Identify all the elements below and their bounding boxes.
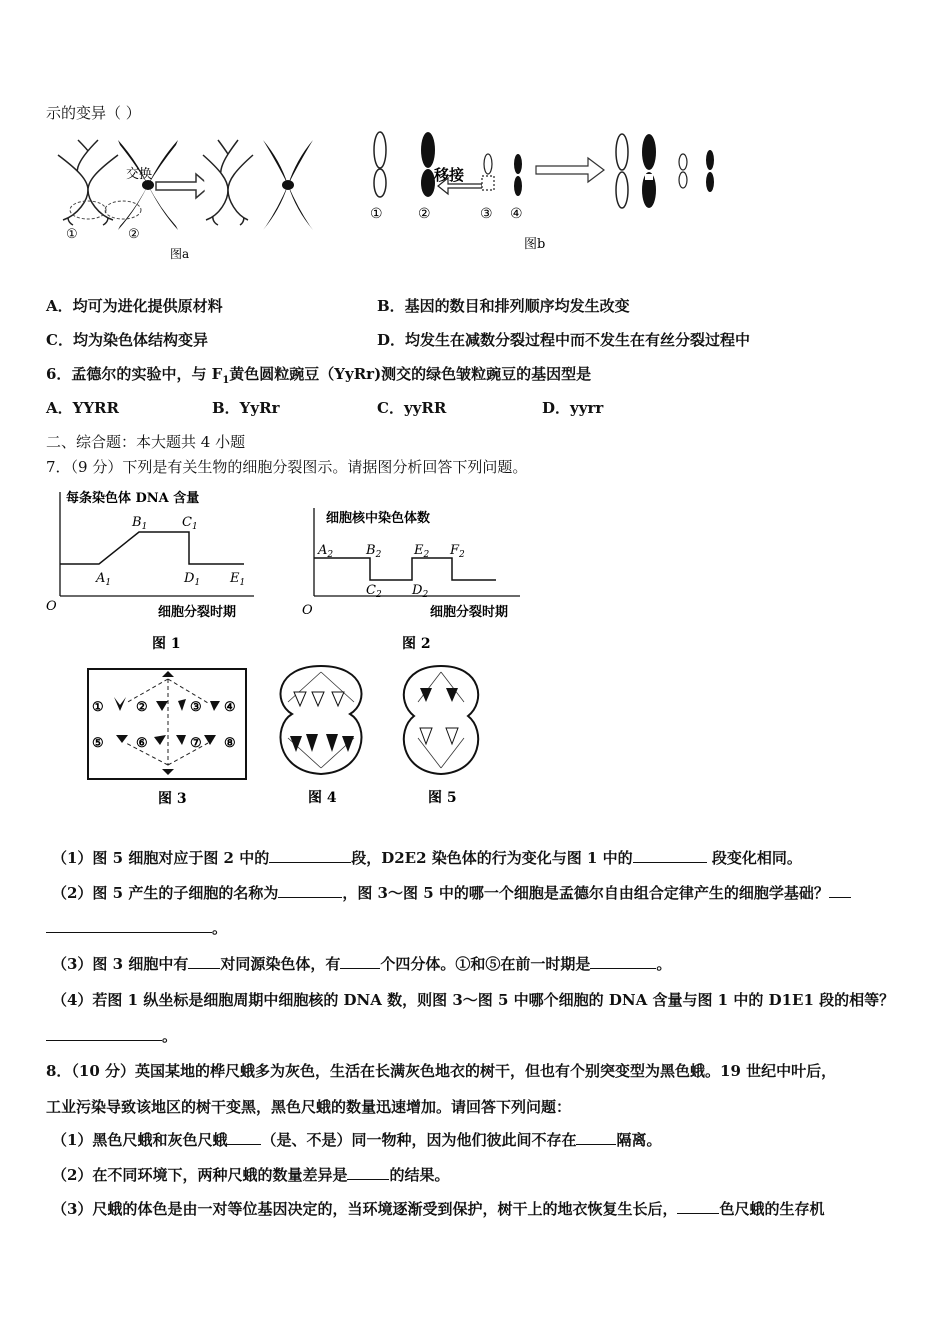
q7-sub-4: （4）若图 1 纵坐标是细胞周期中细胞核的 DNA 数，则图 3～图 5 中哪个细胞的 DNA 含量与图 1 中的 D1E1 段的相等？ <box>52 991 895 1009</box>
q7-sub-2: （2）图 5 产生的子细胞的名称为 ，图 3～图 5 中的哪一个细胞是孟德尔自由组合定律产生的细胞学基础？ <box>52 883 851 903</box>
q7-sub-3: （3）图 3 细胞中有 对同源染色体，有 个四分体。①和⑤在前一时期是 。 <box>52 955 672 973</box>
move-label: 移接 <box>434 166 465 184</box>
fig2-ylabel: 细胞核中染色体数 <box>326 511 431 526</box>
figure-a <box>48 130 328 270</box>
figure-4-cell <box>266 662 376 812</box>
fig2-curve <box>314 558 496 580</box>
svg-text:②: ② <box>136 700 148 715</box>
q6-option-a: A．YYRR <box>46 399 119 417</box>
fig3-caption: 图 3 <box>158 791 187 807</box>
result-chromosome-4 <box>706 150 714 192</box>
svg-text:②: ② <box>128 227 140 242</box>
result-chromosome-1 <box>616 134 628 208</box>
blank[interactable] <box>227 1130 261 1145</box>
figure-b-caption: 图b <box>524 237 546 252</box>
figure-a-caption: 图a <box>170 247 190 261</box>
arrow-right-icon <box>536 158 604 182</box>
blank[interactable] <box>46 1026 162 1041</box>
blank[interactable] <box>590 954 656 969</box>
chromosome-1 <box>374 132 386 197</box>
fig5-caption: 图 5 <box>428 790 457 806</box>
q7-sub-4-cont: 。 <box>46 1026 177 1046</box>
svg-text:①: ① <box>92 700 104 715</box>
svg-text:O: O <box>46 599 57 614</box>
blank[interactable] <box>576 1130 616 1145</box>
section-2-heading: 二、综合题：本大题共 4 小题 <box>46 433 246 451</box>
svg-text:⑧: ⑧ <box>224 736 236 751</box>
result-chromosome-2 <box>263 140 313 230</box>
svg-text:A2: $A_2$ <box>318 543 334 560</box>
figure-1-graph <box>44 484 274 654</box>
blank[interactable] <box>269 848 351 863</box>
blank[interactable] <box>278 883 342 898</box>
svg-text:⑤: ⑤ <box>92 736 104 751</box>
result-chromosome-3 <box>679 154 687 188</box>
q6-stem: 6．孟德尔的实验中，与 $F_1$黄色圆粒豌豆（YyRr)测交的绿色皱粒豌豆的基因型是 <box>46 365 592 386</box>
svg-text:A1: $A_1$ <box>96 571 112 588</box>
figure-3-cell <box>86 665 256 810</box>
arrow-icon <box>156 174 210 198</box>
fig2-xlabel: 细胞分裂时期 <box>430 605 509 620</box>
svg-text:③: ③ <box>480 206 493 222</box>
svg-text:①: ① <box>66 227 78 242</box>
chromosome-pair-1 <box>58 140 118 225</box>
fig4-caption: 图 4 <box>308 790 337 806</box>
q5-option-d: D．均发生在减数分裂过程中而不发生在有丝分裂过程中 <box>377 331 751 349</box>
fig1-caption: 图 1 <box>152 636 181 652</box>
swap-label: 交换 <box>126 167 153 182</box>
svg-text:B1: $B_1$ <box>132 515 148 532</box>
svg-text:E1: $E_1$ <box>230 571 246 588</box>
figure-b <box>360 128 730 258</box>
figure-5-cell <box>386 662 496 812</box>
chromosome-4 <box>514 154 522 196</box>
svg-text:C2: $C_2$ <box>366 583 382 600</box>
svg-text:D2: $D_2$ <box>412 583 429 600</box>
svg-text:①: ① <box>370 206 383 222</box>
q8-stem-2: 工业污染导致该地区的树干变黑，黑色尺蛾的数量迅速增加。请回答下列问题： <box>46 1098 572 1116</box>
svg-text:⑥: ⑥ <box>136 736 148 751</box>
chromosome-3 <box>482 154 494 190</box>
svg-text:④: ④ <box>224 700 236 715</box>
svg-text:F2: $F_2$ <box>450 543 465 560</box>
blank[interactable] <box>188 954 220 969</box>
result-chromosome-1 <box>203 140 253 225</box>
q7-stem: 7．（9 分）下列是有关生物的细胞分裂图示。请据图分析回答下列问题。 <box>46 458 528 476</box>
svg-text:C1: $C_1$ <box>182 515 198 532</box>
blank[interactable] <box>633 848 707 863</box>
blank[interactable] <box>347 1165 389 1180</box>
chromosome-2 <box>421 132 435 197</box>
q5-option-b: B．基因的数目和排列顺序均发生改变 <box>377 297 630 315</box>
fig1-curve <box>60 532 244 564</box>
svg-text:②: ② <box>418 206 431 222</box>
q7-sub-1: （1）图 5 细胞对应于图 2 中的 段，D2E2 染色体的行为变化与图 1 中的 段变化相同。 <box>52 849 802 867</box>
q7-sub-2-cont: 。 <box>46 918 227 938</box>
q8-sub-3: （3）尺蛾的体色是由一对等位基因决定的，当环境逐渐受到保护，树干上的地衣恢复生长后， 色尺蛾的生存机 <box>52 1200 825 1218</box>
svg-text:④: ④ <box>510 206 523 222</box>
q6-option-c: C．yyRR <box>377 399 447 417</box>
svg-text:E2: $E_2$ <box>414 543 430 560</box>
figure-2-graph <box>300 496 540 656</box>
q8-sub-1: （1）黑色尺蛾和灰色尺蛾 （是、不是）同一物种，因为他们彼此间不存在 隔离。 <box>52 1131 662 1149</box>
q5-option-a: A．均可为进化提供原材料 <box>46 297 223 315</box>
result-chromosome-2 <box>642 134 656 208</box>
svg-text:O: O <box>302 603 313 618</box>
svg-text:③: ③ <box>190 700 202 715</box>
q8-stem-1: 8．（10 分）英国某地的桦尺蛾多为灰色，生活在长满灰色地衣的树干，但也有个别突变型为黑色蛾。19 世纪中叶后， <box>46 1062 837 1080</box>
fig2-caption: 图 2 <box>402 636 431 652</box>
fig1-xlabel: 细胞分裂时期 <box>158 605 237 620</box>
intro-text: 示的变异（ ） <box>46 104 141 122</box>
fig1-ylabel: 每条染色体 DNA 含量 <box>66 491 200 506</box>
q6-option-d: D．yyrr <box>542 399 604 417</box>
blank[interactable] <box>829 883 851 898</box>
q5-option-c: C．均为染色体结构变异 <box>46 331 208 349</box>
blank[interactable] <box>340 954 380 969</box>
blank[interactable] <box>677 1199 719 1214</box>
q6-option-b: B．YyRr <box>212 399 280 417</box>
svg-text:B2: $B_2$ <box>366 543 382 560</box>
q8-sub-2: （2）在不同环境下，两种尺蛾的数量差异是 的结果。 <box>52 1166 450 1184</box>
svg-text:⑦: ⑦ <box>190 736 202 751</box>
svg-text:D1: $D_1$ <box>184 571 201 588</box>
blank[interactable] <box>46 918 212 933</box>
